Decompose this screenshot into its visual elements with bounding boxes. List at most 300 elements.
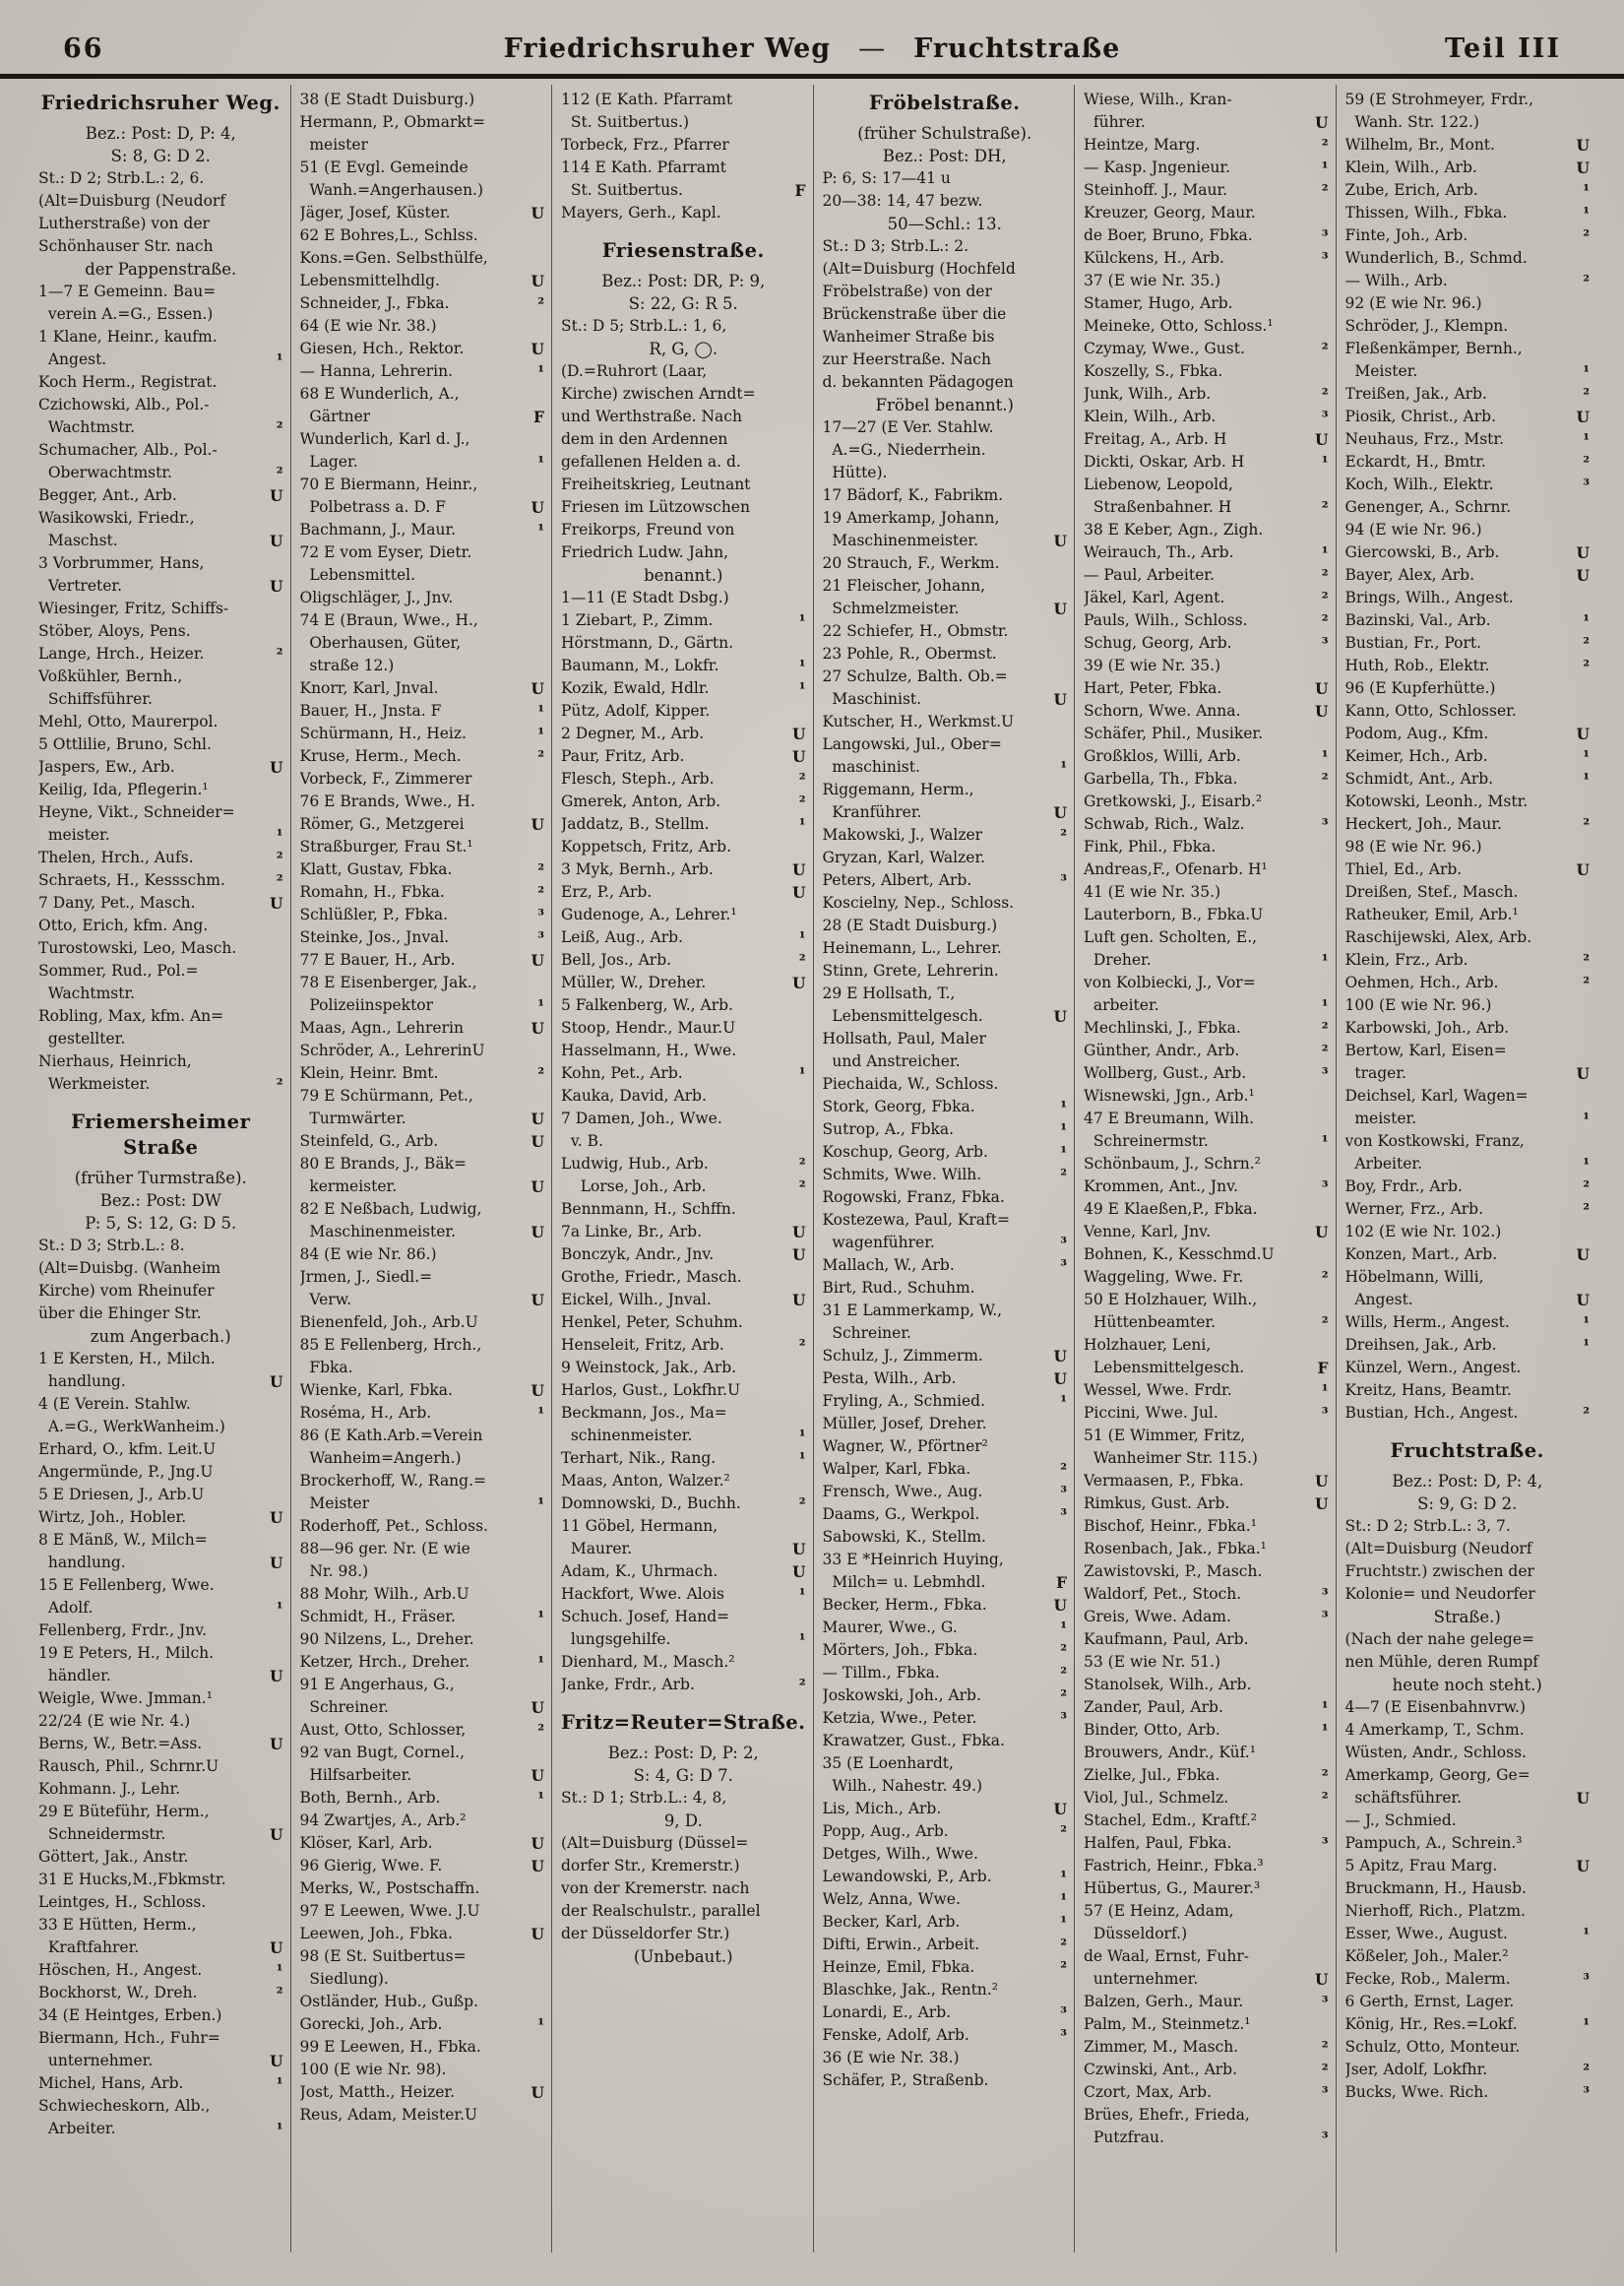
directory-line: 64 (E wie Nr. 38.): [299, 317, 437, 335]
directory-line: 29 E Hollsath, T.,: [822, 984, 956, 1002]
directory-line: [300, 1017, 545, 1040]
directory-line: 90 Nilzens, L., Dreher.: [299, 1630, 474, 1648]
street-info-line: S: 8, G: D 2.: [110, 147, 211, 165]
directory-line: [38, 349, 283, 371]
entry-annotation: U: [269, 532, 283, 550]
directory-line: Ratheuker, Emil, Arb.¹: [1344, 906, 1519, 923]
entry-text: König, Hr., Res.=Lokf.: [1344, 2015, 1518, 2033]
running-title: [220, 33, 1404, 64]
directory-line: [38, 1959, 283, 1982]
directory-line: Keilig, Ida, Pflegerin.¹: [38, 781, 209, 798]
entry-text: Lebensmittelgesch.: [1084, 1359, 1245, 1376]
directory-line: Wanh. Str. 122.): [1344, 113, 1479, 131]
directory-line: 49 E Klaeßen,P., Fbka.: [1084, 1200, 1258, 1218]
directory-line: [1084, 224, 1329, 247]
directory-line: Schröder, J., Klempn.: [1344, 317, 1509, 335]
entry-annotation: ³: [1321, 1834, 1329, 1853]
directory-line: Stamer, Hugo, Arb.: [1084, 294, 1233, 312]
entry-text: Klein, Wilh., Arb.: [1084, 408, 1217, 425]
directory-line: der Düsseldorfer Str.): [561, 1925, 730, 1942]
directory-line: [1345, 541, 1591, 564]
entry-text: Steinke, Jos., Jnval.: [299, 928, 450, 946]
directory-line: Freiheitskrieg, Leutnant: [561, 476, 751, 493]
entry-text: Schmidt, Ant., Arb.: [1344, 770, 1494, 788]
entry-text: Bustian, Fr., Port.: [1344, 634, 1482, 652]
entry-annotation: ³: [1060, 2003, 1067, 2022]
entry-text: Ludwig, Hub., Arb.: [561, 1155, 709, 1173]
directory-line: Friesen im Lützowschen: [561, 498, 750, 516]
directory-line: [1345, 1062, 1591, 1085]
entry-annotation: ³: [1321, 408, 1329, 426]
directory-line: 92 van Bugt, Cornel.,: [299, 1744, 466, 1761]
directory-line: 7 Damen, Joh., Wwe.: [561, 1110, 722, 1127]
directory-line: [561, 655, 806, 677]
entry-text: Dickti, Oskar, Arb. H: [1084, 453, 1245, 471]
entry-text: Heinze, Emil, Fbka.: [822, 1958, 975, 1976]
directory-line: Kotowski, Leonh., Mstr.: [1344, 793, 1529, 810]
entry-annotation: ¹: [537, 1608, 544, 1626]
entry-text: Bucks, Wwe. Rich.: [1344, 2083, 1489, 2101]
directory-line: 84 (E wie Nr. 86.): [299, 1245, 437, 1263]
directory-line: 9 Weinstock, Jak., Arb.: [561, 1359, 737, 1376]
directory-line: [561, 179, 806, 202]
directory-line: [1084, 338, 1329, 360]
directory-line: 37 (E wie Nr. 35.): [1084, 272, 1221, 289]
directory-line: [1084, 949, 1329, 972]
directory-line: 21 Fleischer, Johann,: [822, 577, 986, 595]
entry-annotation: ³: [1321, 815, 1329, 834]
directory-line: [300, 451, 545, 474]
directory-line: [823, 1934, 1068, 1956]
directory-line: [300, 1492, 545, 1515]
entry-annotation: ¹: [537, 702, 544, 721]
directory-line: [1084, 677, 1329, 700]
entry-annotation: U: [1576, 543, 1590, 562]
entry-annotation: ²: [276, 1984, 283, 2002]
entry-text: führer.: [1084, 113, 1146, 131]
directory-line: [1084, 1991, 1329, 2013]
directory-line: 31 E Hucks,M.,Fbkmstr.: [38, 1871, 226, 1888]
entry-annotation: ¹: [1060, 1392, 1067, 1411]
entry-text: Heintze, Marg.: [1084, 136, 1201, 154]
entry-annotation: U: [531, 340, 544, 358]
column-3: [552, 85, 814, 2253]
entry-annotation: ²: [1321, 1019, 1329, 1038]
directory-line: [823, 1866, 1068, 1888]
entry-annotation: ²: [1583, 634, 1590, 653]
entry-text: trager.: [1344, 1064, 1406, 1082]
directory-line: Kreuzer, Georg, Maur.: [1084, 204, 1256, 222]
directory-line: (Alt=Duisburg (Hochfeld: [822, 260, 1016, 278]
directory-line: 41 (E wie Nr. 35.): [1084, 883, 1221, 901]
entry-text: Jaddatz, B., Stellm.: [561, 815, 710, 833]
entry-annotation: ²: [1583, 657, 1590, 675]
entry-annotation: ³: [1060, 1256, 1067, 1275]
directory-line: 112 (E Kath. Pfarramt: [561, 91, 733, 108]
entry-annotation: ³: [1060, 1483, 1067, 1501]
running-title-right: Fruchtstraße: [913, 33, 1121, 64]
entry-text: Schug, Georg, Arb.: [1084, 634, 1232, 652]
entry-annotation: ²: [276, 871, 283, 890]
directory-line: Bennmann, H., Schffn.: [561, 1200, 736, 1218]
directory-line: 80 E Brands, J., Bäk=: [299, 1155, 467, 1173]
entry-text: Maas, Agn., Lehrerin: [299, 1019, 464, 1037]
directory-line: [300, 1764, 545, 1787]
directory-line: [1084, 1130, 1329, 1153]
directory-line: Blaschke, Jak., Rentn.²: [822, 1981, 998, 1999]
directory-line: [38, 824, 283, 847]
directory-line: Schiffsführer.: [38, 690, 153, 708]
entry-text: Pesta, Wilh., Arb.: [822, 1369, 957, 1387]
entry-text: Junk, Wilh., Arb.: [1084, 385, 1212, 403]
directory-line: Bischof, Heinr., Fbka.¹: [1084, 1517, 1257, 1535]
entry-text: Pauls, Wilh., Schloss.: [1084, 611, 1248, 629]
entry-annotation: U: [531, 1381, 544, 1400]
entry-text: Maurer, Wwe., G.: [822, 1619, 958, 1636]
directory-line: (Alt=Duisbg. (Wanheim: [38, 1259, 221, 1277]
entry-text: Bockhorst, W., Dreh.: [38, 1984, 198, 2001]
entry-annotation: ¹: [1321, 453, 1329, 472]
entry-annotation: ²: [798, 1494, 806, 1513]
entry-annotation: ¹: [798, 1585, 806, 1604]
entry-annotation: F: [1055, 1573, 1067, 1592]
directory-line: Wanheim=Angerh.): [299, 1449, 462, 1467]
entry-text: Thelen, Hrch., Aufs.: [38, 849, 194, 866]
entry-text: Erz, P., Arb.: [561, 883, 653, 901]
entry-text: Peters, Albert, Arb.: [822, 871, 972, 889]
directory-line: Schäfer, P., Straßenb.: [822, 2071, 989, 2089]
directory-line: 4 (E Verein. Stahlw.: [38, 1395, 191, 1413]
entry-text: Steinhoff. J., Maur.: [1084, 181, 1228, 199]
entry-text: Lis, Mich., Arb.: [822, 1800, 942, 1817]
directory-line: [823, 1118, 1068, 1141]
entry-annotation: U: [1576, 159, 1590, 177]
entry-annotation: ²: [798, 951, 806, 970]
directory-line: [823, 1164, 1068, 1186]
entry-annotation: ³: [1321, 2083, 1329, 2102]
entry-annotation: ¹: [1583, 770, 1590, 789]
street-heading: Friedrichsruher Weg.: [40, 92, 281, 114]
directory-line: 79 E Schürmann, Pet.,: [299, 1087, 473, 1105]
directory-line: 97 E Leewen, Wwe. J.U: [299, 1902, 480, 1920]
directory-line: [1345, 1923, 1591, 1945]
directory-line: [561, 858, 806, 881]
entry-text: Klein, Heinr. Bmt.: [299, 1064, 439, 1082]
directory-line: 22/24 (E wie Nr. 4.): [38, 1712, 191, 1730]
directory-line: Hübertus, G., Maurer.³: [1084, 1879, 1261, 1897]
directory-line: Luft gen. Scholten, E.,: [1084, 928, 1258, 946]
entry-annotation: U: [531, 1019, 544, 1038]
directory-line: [1084, 134, 1329, 157]
street-info-line: S: 22, G: R 5.: [628, 294, 738, 313]
entry-text: de Boer, Bruno, Fbka.: [1084, 226, 1253, 244]
directory-line: [823, 1820, 1068, 1843]
directory-line: Höbelmann, Willi,: [1344, 1268, 1484, 1286]
directory-line: [38, 1073, 283, 1096]
directory-line: Dreißen, Stef., Masch.: [1344, 883, 1519, 901]
part-label: Teil III: [1445, 33, 1561, 64]
directory-line: [1345, 270, 1591, 292]
entry-annotation: U: [1576, 136, 1590, 155]
directory-line: Grothe, Friedr., Masch.: [561, 1268, 742, 1286]
entry-text: meister.: [1344, 1110, 1417, 1127]
entry-text: Wirtz, Joh., Hobler.: [38, 1508, 187, 1526]
entry-text: Jaspers, Ew., Arb.: [38, 758, 175, 776]
directory-line: Wunderlich, B., Schmd.: [1344, 249, 1528, 267]
directory-line: Wiese, Wilh., Kran-: [1084, 91, 1232, 108]
directory-line: 5 Ottlilie, Bruno, Schl.: [38, 735, 212, 753]
entry-annotation: ³: [1321, 1177, 1329, 1196]
entry-text: Schneider, J., Fbka.: [299, 294, 450, 312]
entry-text: Straßenbahner. H: [1084, 498, 1232, 516]
entry-text: Arbeiter.: [1344, 1155, 1423, 1173]
entry-text: Höschen, H., Angest.: [38, 1961, 203, 1979]
entry-text: 96 Gierig, Wwe. F.: [299, 1857, 443, 1874]
street-heading: Friesenstraße.: [601, 239, 765, 262]
entry-annotation: U: [531, 2083, 544, 2102]
entry-text: Janke, Frdr., Arb.: [561, 1676, 695, 1693]
street-heading: Friemersheimer Straße: [71, 1111, 258, 1159]
entry-annotation: ¹: [1060, 1120, 1067, 1139]
entry-text: Mallach, W., Arb.: [822, 1256, 955, 1274]
entry-annotation: ³: [1321, 2128, 1329, 2147]
entry-text: Schmidt, H., Fräser.: [299, 1608, 456, 1625]
entry-annotation: ³: [1583, 2083, 1590, 2102]
entry-text: Lebensmittelhdlg.: [299, 272, 440, 289]
directory-line: Voßkühler, Bernh.,: [38, 667, 183, 685]
entry-annotation: ²: [1321, 589, 1329, 607]
entry-text: Schulz, J., Zimmerm.: [822, 1347, 983, 1365]
directory-line: Angermünde, P., Jng.U: [38, 1463, 214, 1481]
street-info-line: Bez.: Post: DW: [99, 1191, 221, 1210]
entry-annotation: ¹: [1583, 362, 1590, 381]
entry-annotation: ¹: [1060, 1890, 1067, 1909]
entry-text: Bauer, H., Jnsta. F: [299, 702, 442, 720]
directory-line: Bohnen, K., Kesschmd.U: [1084, 1245, 1275, 1263]
directory-line: [1345, 202, 1591, 224]
directory-line: 6 Gerth, Ernst, Lager.: [1344, 1993, 1515, 2010]
entry-text: Knorr, Karl, Jnval.: [299, 679, 439, 697]
directory-line: 70 E Biermann, Heinr.,: [299, 476, 478, 493]
directory-line: Pütz, Adolf, Kipper.: [561, 702, 711, 720]
directory-line: [561, 813, 806, 836]
entry-text: Fryling, A., Schmied.: [822, 1392, 986, 1410]
entry-annotation: ³: [1321, 634, 1329, 653]
directory-line: [300, 519, 545, 541]
entry-text: Vermaasen, P., Fbka.: [1084, 1472, 1244, 1490]
entry-annotation: ²: [1060, 1641, 1067, 1660]
directory-line: Kößeler, Joh., Maler.²: [1344, 1947, 1509, 1965]
entry-text: Makowski, J., Walzer: [822, 826, 983, 844]
directory-line: 28 (E Stadt Duisburg.): [822, 917, 998, 934]
directory-line: 85 E Fellenberg, Hrch.,: [299, 1336, 482, 1354]
directory-line: [823, 801, 1068, 824]
entry-annotation: ¹: [798, 611, 806, 630]
entry-annotation: ²: [1583, 815, 1590, 834]
entry-text: — Paul, Arbeiter.: [1084, 566, 1215, 584]
directory-columns: [0, 79, 1624, 2253]
entry-annotation: ¹: [1060, 758, 1067, 777]
directory-line: [561, 1062, 806, 1085]
directory-line: [300, 270, 545, 292]
directory-line: Wanh.=Angerhausen.): [299, 181, 484, 199]
entry-text: 1 Ziebart, P., Zimm.: [561, 611, 714, 629]
directory-line: [1345, 2081, 1591, 2104]
entry-text: Aust, Otto, Schlosser,: [299, 1721, 467, 1739]
directory-line: Schreiner.: [822, 1324, 911, 1342]
directory-line: [823, 2001, 1068, 2024]
directory-line: 88—96 ger. Nr. (E wie: [299, 1540, 470, 1557]
directory-line: [300, 1606, 545, 1628]
directory-line: [823, 1911, 1068, 1934]
entry-annotation: ¹: [276, 826, 283, 845]
entry-annotation: ¹: [1060, 1619, 1067, 1637]
directory-line: [823, 1232, 1068, 1254]
directory-line: zur Heerstraße. Nach: [822, 350, 991, 368]
directory-line: Amerkamp, Georg, Ge=: [1344, 1766, 1530, 1784]
directory-line: [561, 1153, 806, 1175]
directory-line: Lauterborn, B., Fbka.U: [1084, 906, 1264, 923]
directory-line: [1345, 1334, 1591, 1357]
entry-text: Mechlinski, J., Fbka.: [1084, 1019, 1241, 1037]
street-info-line: zum Angerbach.): [90, 1327, 231, 1346]
directory-line: [1345, 1289, 1591, 1311]
directory-line: [561, 1243, 806, 1266]
directory-line: [1084, 541, 1329, 564]
directory-line: Heyne, Vikt., Schneider=: [38, 803, 235, 821]
entry-annotation: U: [791, 1562, 806, 1581]
directory-line: Fellenberg, Frdr., Jnv.: [38, 1621, 208, 1639]
entry-annotation: U: [1314, 113, 1329, 132]
entry-annotation: ²: [798, 1177, 806, 1196]
directory-line: [1084, 1017, 1329, 1040]
directory-line: Brings, Wilh., Angest.: [1344, 589, 1514, 606]
directory-line: [561, 1492, 806, 1515]
directory-line: Koppetsch, Fritz, Arb.: [561, 838, 732, 856]
entry-annotation: ¹: [1060, 1098, 1067, 1116]
entry-text: Both, Bernh., Arb.: [299, 1789, 441, 1807]
entry-text: Schreinermstr.: [1084, 1132, 1209, 1150]
directory-line: St.: D 3; Strb.L.: 2.: [822, 237, 969, 255]
entry-annotation: ²: [798, 1155, 806, 1174]
entry-text: Ketzer, Hrch., Dreher.: [299, 1653, 470, 1671]
directory-line: [38, 847, 283, 869]
entry-annotation: U: [269, 894, 283, 913]
entry-annotation: U: [1576, 1291, 1590, 1309]
entry-text: Bayer, Alex, Arb.: [1344, 566, 1474, 584]
entry-annotation: ³: [1321, 1404, 1329, 1423]
entry-text: Greis, Wwe. Adam.: [1084, 1608, 1231, 1625]
directory-line: Gretkowski, J., Eisarb.²: [1084, 793, 1263, 810]
directory-line: [300, 292, 545, 315]
directory-line: [38, 2050, 283, 2072]
entry-annotation: U: [1314, 702, 1329, 721]
directory-line: Reus, Adam, Meister.U: [299, 2106, 478, 2124]
entry-annotation: U: [1053, 1596, 1067, 1615]
entry-text: Schneidermstr.: [38, 1825, 166, 1843]
directory-line: [1084, 1357, 1329, 1379]
directory-line: [561, 609, 806, 632]
entry-text: Mörters, Joh., Fbka.: [822, 1641, 978, 1659]
entry-annotation: ²: [1321, 2038, 1329, 2057]
entry-annotation: U: [1314, 679, 1329, 698]
directory-line: von Kostkowski, Franz,: [1344, 1132, 1525, 1150]
directory-line: Schönhauser Str. nach: [38, 237, 214, 255]
street-info-line: Bez.: Post: D, P: 4,: [1392, 1472, 1543, 1491]
directory-line: [300, 745, 545, 768]
entry-annotation: U: [531, 1132, 544, 1151]
directory-line: Ostländer, Hub., Gußp.: [299, 1993, 478, 2010]
entry-text: Hackfort, Wwe. Alois: [561, 1585, 725, 1603]
directory-line: St.: D 5; Strb.L.: 1, 6,: [561, 317, 727, 335]
entry-annotation: U: [1053, 1369, 1067, 1388]
entry-annotation: ¹: [1583, 747, 1590, 766]
entry-annotation: ²: [1583, 974, 1590, 992]
directory-line: nen Mühle, deren Rumpf: [1344, 1653, 1538, 1671]
entry-annotation: ²: [1060, 1936, 1067, 1954]
entry-annotation: ²: [1583, 2061, 1590, 2079]
directory-line: [1084, 994, 1329, 1017]
directory-line: [300, 338, 545, 360]
entry-annotation: ¹: [798, 1449, 806, 1468]
column-6: [1337, 85, 1597, 2253]
entry-annotation: F: [532, 408, 544, 426]
entry-text: Wachtmstr.: [38, 418, 136, 436]
entry-text: Maschinenmeister.: [299, 1223, 456, 1240]
directory-line: [823, 1707, 1068, 1730]
directory-line: A.=G., Niederrhein.: [822, 441, 986, 459]
directory-line: [1345, 1153, 1591, 1175]
entry-annotation: ²: [1321, 1766, 1329, 1785]
entry-text: Kozik, Ewald, Hdlr.: [561, 679, 710, 697]
directory-line: [823, 1005, 1068, 1028]
directory-line: [1345, 179, 1591, 202]
directory-line: 47 E Breumann, Wilh.: [1084, 1110, 1255, 1127]
directory-line: Robling, Max, kfm. An=: [38, 1007, 224, 1025]
directory-line: Hollsath, Paul, Maler: [822, 1030, 986, 1048]
entry-annotation: ¹: [276, 2074, 283, 2093]
directory-line: [1345, 564, 1591, 587]
directory-line: [38, 1937, 283, 1959]
entry-text: Neuhaus, Frz., Mstr.: [1344, 430, 1505, 448]
entry-text: Hilfsarbeiter.: [299, 1766, 412, 1784]
entry-text: 77 E Bauer, H., Arb.: [299, 951, 456, 969]
directory-line: [823, 2024, 1068, 2047]
directory-line: v. B.: [561, 1132, 603, 1150]
directory-line: 17—27 (E Ver. Stahlw.: [822, 418, 994, 436]
entry-text: Konzen, Mart., Arb.: [1344, 1245, 1498, 1263]
directory-line: Fröbelstraße) von der: [822, 283, 992, 300]
directory-line: [1084, 1402, 1329, 1425]
entry-annotation: ²: [1321, 1313, 1329, 1332]
entry-annotation: ²: [1321, 566, 1329, 585]
street-info-line: der Pappenstraße.: [85, 260, 237, 279]
entry-text: Lorse, Joh., Arb.: [561, 1177, 707, 1195]
entry-annotation: ¹: [1583, 1110, 1590, 1128]
entry-annotation: U: [531, 1110, 544, 1128]
entry-text: Gärtner: [299, 408, 371, 425]
directory-line: 57 (E Heinz, Adam,: [1084, 1902, 1234, 1920]
directory-line: 91 E Angerhaus, G.,: [299, 1676, 455, 1693]
entry-annotation: U: [1314, 1494, 1329, 1513]
entry-annotation: ²: [1583, 951, 1590, 970]
directory-line: [1345, 406, 1591, 428]
directory-line: [300, 1289, 545, 1311]
entry-annotation: ¹: [1060, 1868, 1067, 1886]
directory-line: Wisnewski, Jgn., Arb.¹: [1084, 1087, 1255, 1105]
column-1: [30, 85, 291, 2253]
directory-line: [38, 530, 283, 552]
